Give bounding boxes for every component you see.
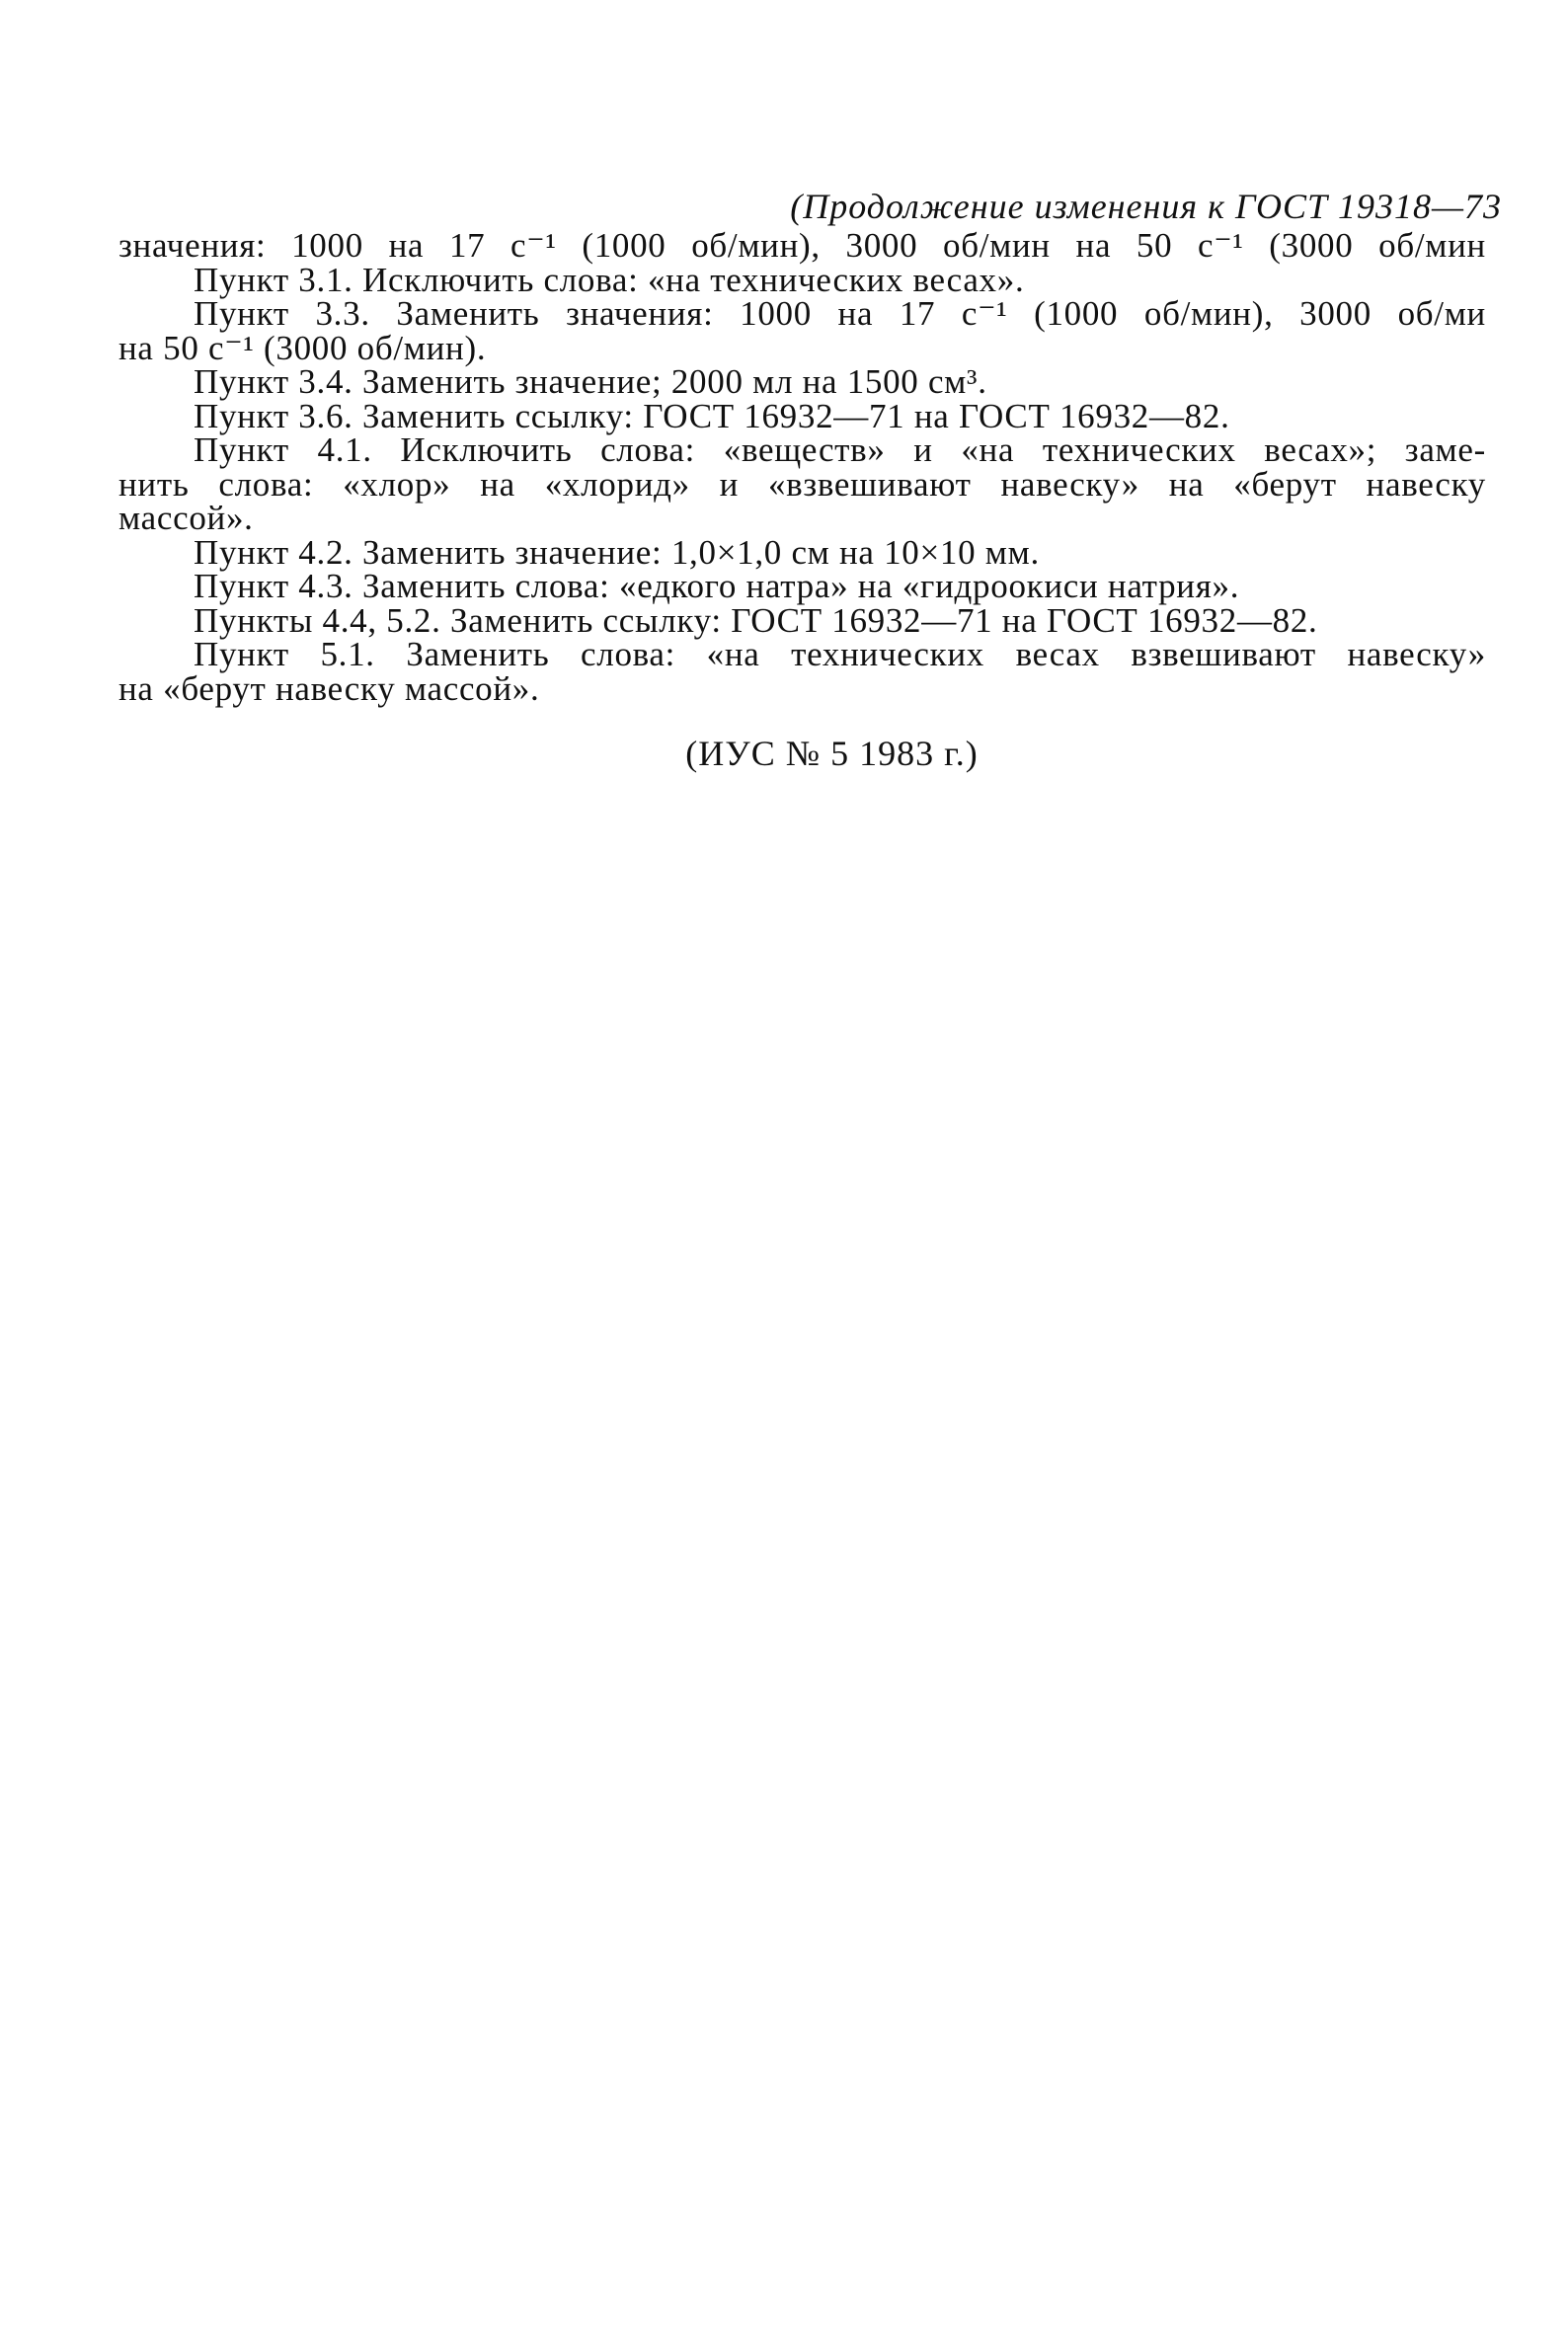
amendment-lines [118, 226, 1486, 708]
text-line: Пункт 3.6. Заменить ссылку: ГОСТ 16932—71 на ГОСТ 16932—82. [194, 396, 1230, 435]
publication-reference: (ИУС № 5 1983 г.) [685, 734, 979, 773]
text-line: нить слова: «хлор» на «хлорид» и «взвешивают навеску» на «берут навеску [118, 464, 1486, 504]
text-line: Пункты 4.4, 5.2. Заменить ссылку: ГОСТ 16932—71 на ГОСТ 16932—82. [194, 600, 1318, 640]
text-line: Пункт 3.4. Заменить значение; 2000 мл на 1500 см³. [194, 362, 987, 401]
text-line: массой». [118, 499, 254, 537]
text-line: Пункт 3.1. Исключить слова: «на технических весах». [194, 260, 1025, 299]
text-line: Пункт 4.3. Заменить слова: «едкого натра» на «гидроокиси натрия». [194, 567, 1240, 605]
text-line: Пункт 4.1. Исключить слова: «веществ» и «на технических весах»; заме- [194, 430, 1486, 469]
text-line: Пункт 3.3. Заменить значения: 1000 на 17 с⁻¹ (1000 об/мин), 3000 об/ми [194, 294, 1486, 333]
text-line: значения: 1000 на 17 с⁻¹ (1000 об/мин), 3000 об/мин на 50 с⁻¹ (3000 об/мин [118, 226, 1486, 265]
text-block [118, 184, 1502, 775]
continuation-header: (Продолжение изменения к ГОСТ 19318—73 [790, 187, 1502, 226]
text-line: Пункт 5.1. Заменить слова: «на технических весах взвешивают навеску» [194, 635, 1486, 673]
text-line: на «берут навеску массой». [118, 668, 540, 708]
text-line: на 50 с⁻¹ (3000 об/мин). [118, 328, 487, 367]
text-line: Пункт 4.2. Заменить значение: 1,0×1,0 см на 10×10 мм. [194, 532, 1040, 572]
